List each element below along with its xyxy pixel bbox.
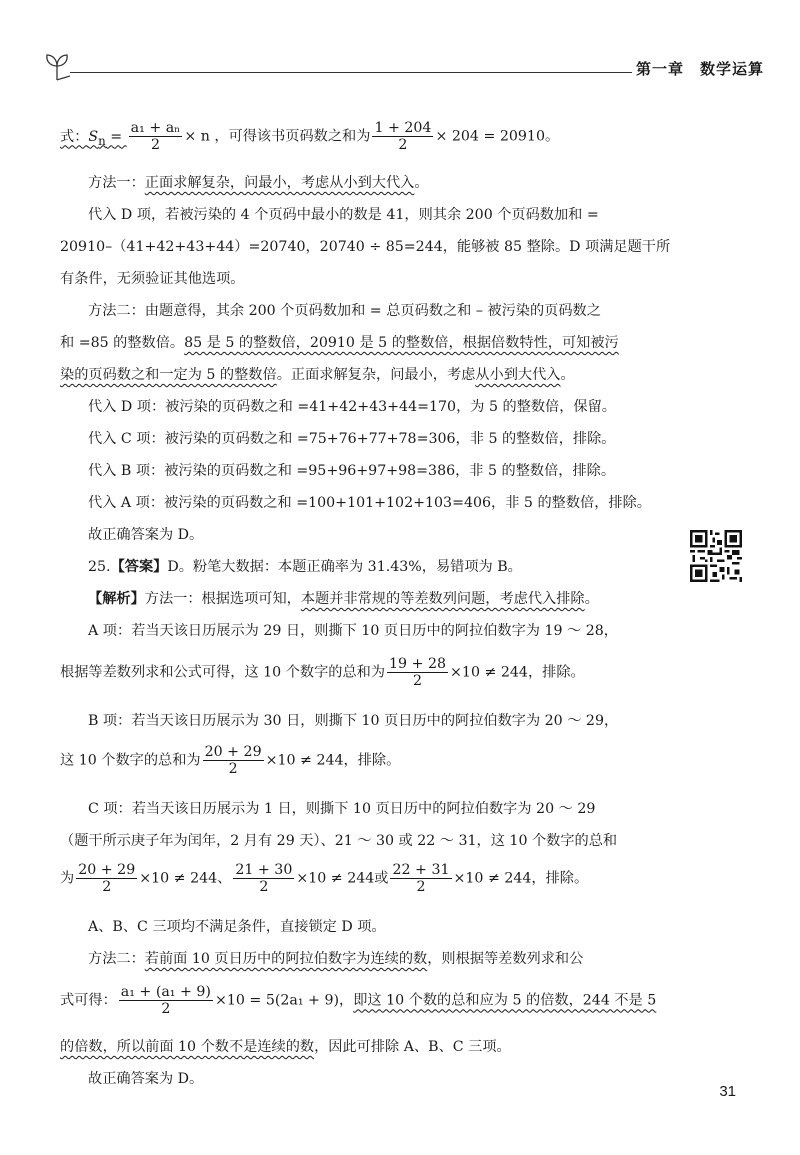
text-line: 代入 D 项：被污染的页码数之和 =41+42+43+44=170，为 5 的整数倍，保留。	[88, 399, 616, 415]
text-line: 20910–（41+42+43+44）=20740，20740 ÷ 85=244，能够被 85 整除。D 项满足题干所	[60, 239, 671, 255]
header-rule	[70, 72, 632, 73]
text-line: 代入 C 项：被污染的页码数之和 =75+76+77+78=306，非 5 的整数倍，排除。	[88, 431, 616, 447]
chapter-number: 第一章	[635, 60, 684, 78]
text-line: （题干所示庚子年为闰年，2 月有 29 天）、21 ～ 30 或 22 ～ 31，这 10 个数字的总和	[60, 833, 618, 849]
formula-line: 式可得： $\frac{\text{a₁ + (a₁ + 9)}}{2}$ ×10 = 5(2a₁ + 9)，即这 10 个数的总和应为 5 的倍数，244 不是 5	[60, 984, 657, 1017]
text-line: 方法二：若前面 10 页日历中的阿拉伯数字为连续的数，则根据等差数列求和公	[88, 951, 584, 967]
text-line: A 项：若当天该日历展示为 29 日，则撕下 10 页日历中的阿拉伯数字为 19 ～ 28，	[88, 623, 618, 639]
text-line: 方法二：由题意得，其余 200 个页码数加和 = 总页码数之和 – 被污染的页码数之	[88, 303, 601, 319]
page-number: 31	[719, 1083, 736, 1100]
chapter-title	[636, 58, 764, 79]
fraction: $\frac{20 + 29}{2}$	[78, 862, 136, 895]
text-line: 有条件，无须验证其他选项。	[60, 271, 245, 287]
text-line: 故正确答案为 D。	[88, 527, 204, 543]
fraction: $\frac{\text{a₁ + aₙ}}{2}$	[130, 120, 181, 153]
text-line: 染的页码数之和一定为 5 的整数倍。正面求解复杂，问最小，考虑从小到大代入。	[60, 367, 575, 383]
page-header	[44, 48, 764, 84]
chapter-name: 数学运算	[699, 60, 764, 78]
fraction: $\frac{\text{a₁ + (a₁ + 9)}}{2}$	[120, 984, 211, 1017]
text-line: C 项：若当天该日历展示为 1 日，则撕下 10 页日历中的阿拉伯数字为 20 ～ 29	[88, 801, 596, 817]
text-line: 方法一：正面求解复杂，问最小，考虑从小到大代入。	[88, 175, 429, 191]
analysis-line: 【解析】方法一：根据选项可知，本题并非常规的等差数列问题，考虑代入排除。	[88, 591, 599, 607]
text-line: 代入 B 项：被污染的页码数之和 =95+96+97+98=386，非 5 的整数倍，排除。	[88, 463, 616, 479]
fraction: $\frac{1 + 204}{2}$	[374, 120, 432, 153]
formula-line: 为 $\frac{20 + 29}{2}$ ×10 ≠ 244、 $\frac{21 + 30}{2}$ ×10 ≠ 244或 $\frac{22 + 31}{2}$ ×10 ≠ 244，排除。	[60, 862, 589, 895]
fraction: $\frac{20 + 29}{2}$	[204, 744, 262, 777]
qr-code-icon[interactable]	[690, 530, 742, 582]
text-line: B 项：若当天该日历展示为 30 日，则撕下 10 页日历中的阿拉伯数字为 20 ～ 29，	[88, 713, 619, 729]
text-line: A、B、C 三项均不满足条件，直接锁定 D 项。	[88, 919, 386, 935]
text-line: 代入 A 项：被污染的页码数之和 =100+101+102+103=406，非 5 的整数倍，排除。	[88, 495, 651, 511]
formula-line: 这 10 个数字的总和为 $\frac{20 + 29}{2}$ ×10 ≠ 244，排除。	[60, 744, 401, 777]
fraction: $\frac{21 + 30}{2}$	[235, 862, 293, 895]
fraction: $\frac{19 + 28}{2}$	[389, 656, 447, 689]
answer-line: 25.【答案】D。粉笔大数据：本题正确率为 31.43%，易错项为 B。	[88, 559, 522, 575]
leaf-icon	[44, 52, 70, 82]
formula-line: 根据等差数列求和公式可得，这 10 个数字的总和为 $\frac{19 + 28}{2}$ ×10 ≠ 244，排除。	[60, 656, 585, 689]
text-line: 代入 D 项，若被污染的 4 个页码中最小的数是 41，则其余 200 个页码数加和 =	[88, 207, 599, 223]
text-line: 故正确答案为 D。	[88, 1071, 204, 1087]
text-line: 的倍数，所以前面 10 个数不是连续的数，因此可排除 A、B、C 三项。	[60, 1039, 511, 1055]
text-line: 和 =85 的整数倍。85 是 5 的整数倍，20910 是 5 的整数倍，根据倍数特性，可知被污	[60, 335, 619, 351]
fraction: $\frac{22 + 31}{2}$	[392, 862, 450, 895]
formula-line: 式：$S_n$ = $\frac{\text{a₁ + aₙ}}{2}$ × n ，可得该书页码数之和为 $\frac{1 + 204}{2}$ × 204 = 20910。	[60, 120, 560, 153]
